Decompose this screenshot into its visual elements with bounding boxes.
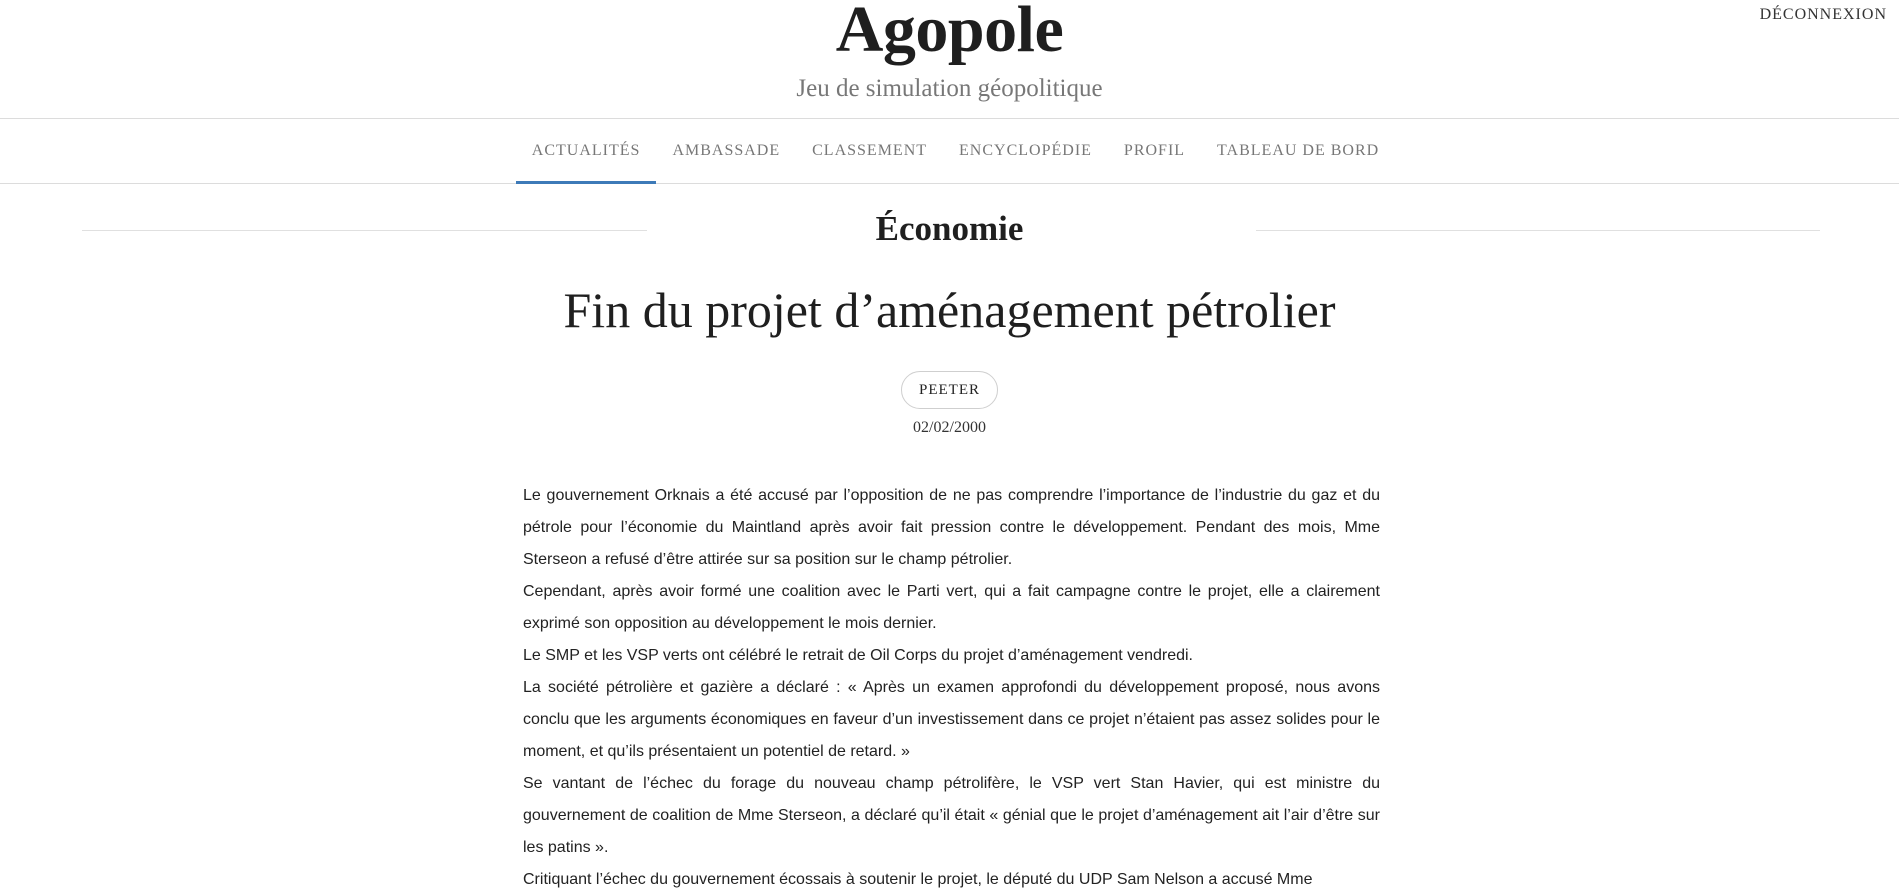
article-paragraph: La société pétrolière et gazière a déclaré : « Après un examen approfondi du développement proposé, nous avons conclu que les arguments économiques en faveur d’un investissement dans ce projet n’étaient pas assez solides pour le moment, et qu’ils présentaient un potentiel de retard. »	[523, 679, 1380, 760]
nav-item-classement[interactable]: CLASSEMENT	[812, 142, 928, 159]
article-date: 02/02/2000	[913, 419, 986, 436]
section-title: Économie	[875, 209, 1024, 248]
nav-item-ambassade[interactable]: AMBASSADE	[672, 142, 781, 159]
article-body	[523, 480, 1380, 896]
article-paragraph: Cependant, après avoir formé une coalition avec le Parti vert, qui a fait campagne contre le projet, elle a clairement exprimé son opposition au développement le mois dernier.	[523, 583, 1380, 632]
author-wrap	[0, 371, 1899, 409]
nav-item-encyclopedie[interactable]: ENCYCLOPÉDIE	[959, 142, 1092, 159]
article-paragraph: Le SMP et les VSP verts ont célébré le retrait de Oil Corps du projet d’aménagement vendredi.	[523, 647, 1193, 664]
article-paragraph: Se vantant de l’échec du forage du nouveau champ pétrolifère, le VSP vert Stan Havier, qui est ministre du gouvernement de coalition de Mme Sterseon, a déclaré qu’il était « génial que le projet d’aménagement ait l’air d’être sur les patins ».	[523, 775, 1380, 856]
site-header	[0, 0, 1899, 119]
article-paragraph: Critiquant l’échec du gouvernement écossais à soutenir le projet, le député du UDP Sam Nelson a accusé Mme	[523, 871, 1313, 888]
nav-item-profil[interactable]: PROFIL	[1123, 142, 1186, 159]
site-subtitle: Jeu de simulation géopolitique	[796, 75, 1103, 102]
main-nav	[0, 119, 1899, 184]
nav-item-tableau-de-bord[interactable]: TABLEAU DE BORD	[1217, 142, 1380, 159]
nav-item-actualites[interactable]: ACTUALITÉS	[516, 119, 657, 183]
logout-link[interactable]: DÉCONNEXION	[1759, 6, 1887, 23]
section-heading-row	[0, 184, 1899, 274]
article-paragraph: Le gouvernement Orknais a été accusé par l’opposition de ne pas comprendre l’importance de l’industrie du gaz et du pétrole pour l’économie du Maintland après avoir fait pression contre le développement. Pendant des mois, Mme Sterseon a refusé d’être attirée sur sa position sur le champ pétrolier.	[523, 487, 1380, 568]
site-title[interactable]: Agopole	[835, 0, 1064, 66]
author-badge[interactable]: PEETER	[901, 371, 998, 409]
divider-right	[1256, 230, 1820, 231]
article-title: Fin du projet d’aménagement pétrolier	[563, 282, 1336, 338]
